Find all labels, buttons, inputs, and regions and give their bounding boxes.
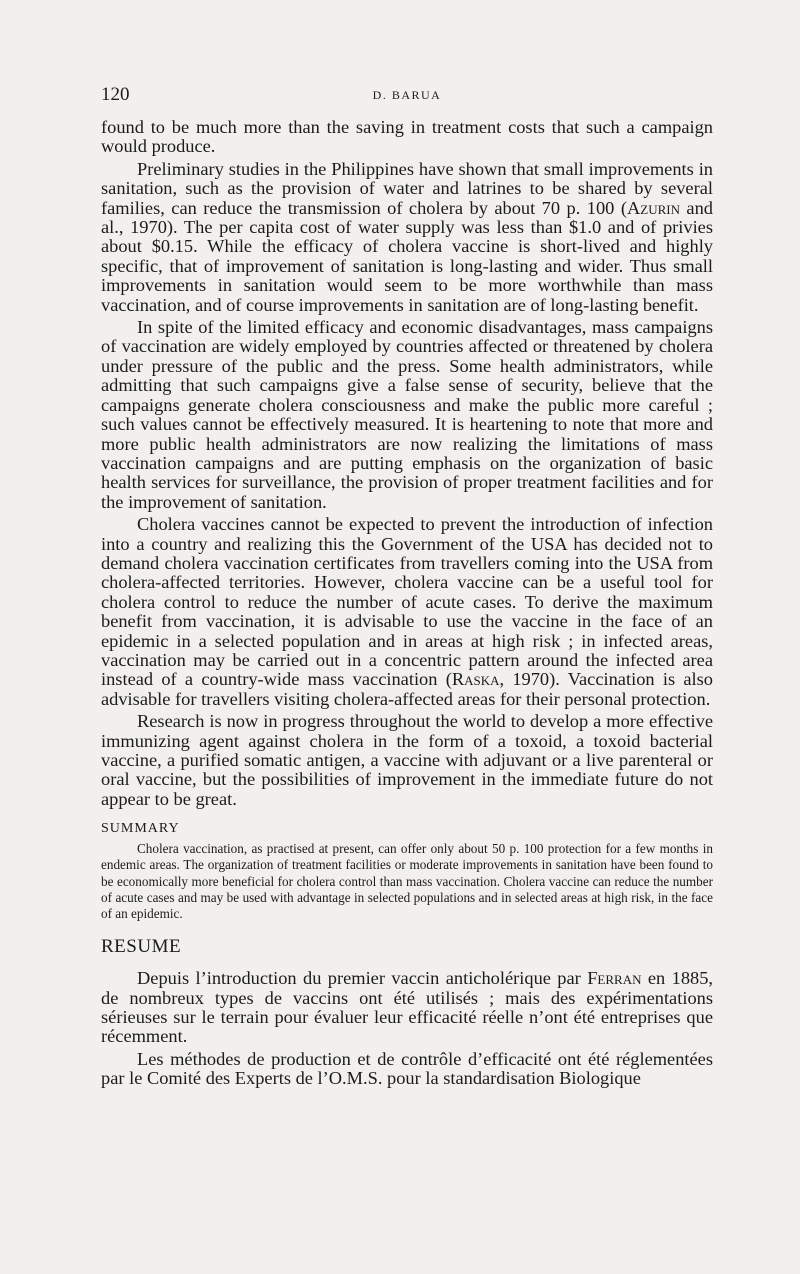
page-number: 120 — [101, 84, 130, 105]
article-body — [101, 118, 713, 1089]
paragraph-2 — [101, 160, 713, 315]
paragraph-5: Research is now in progress throughout the world to develop a more effective immunizing agent against cholera in the form of a toxoid, a toxoid bacterial vaccine, a purified somatic antigen, a vaccine with adjuvant or a live parenteral or oral vaccine, but the possibilities of improvement in the immediate future do not appear to be great. — [101, 711, 713, 809]
paragraph-1: found to be much more than the saving in treatment costs that such a campaign would produce. — [101, 117, 713, 157]
page-header — [101, 84, 713, 108]
resume-paragraph-2: Les méthodes de production et de contrôle d’efficacité ont été réglementées par le Comité des Experts de l’O.M.S. pour la standardisation Biologique — [101, 1048, 713, 1089]
running-head: D. BARUA — [372, 88, 442, 102]
summary-heading: SUMMARY — [101, 821, 180, 837]
resume-paragraph-1 — [101, 969, 713, 1047]
citation-author-azurin: Azurin — [626, 197, 680, 218]
paragraph-2-text-a: Preliminary studies in the Philippines have shown that small improvements in sanitation, such as the provision of water and latrines to be shared by several families, can reduce the transmission of cholera by about 70 p. 100 ( — [101, 158, 713, 218]
paragraph-3: In spite of the limited efficacy and economic disadvantages, mass campaigns of vaccination are widely employed by countries affected or threatened by cholera under pressure of the public and the press. Some health administrators, while admitting that such campaigns give a false sense of security, believe that the campaigns generate cholera consciousness and make the public more careful ; such values cannot be effectively measured. It is heartening to note that more and more public health administrators are now realizing the limitations of mass vaccination campaigns and are putting emphasis on the organization of basic health services for surveillance, the provision of proper treatment facilities and for the improvement of sanitation. — [101, 317, 713, 512]
resume-paragraph-1-text-b: en 1885, de nombreux types de vaccins ont été utilisés ; mais des expérimentations sérieuses sur le terrain pour évaluer leur efficacité réelle n’ont été entreprises que récemment. — [101, 968, 713, 1047]
summary-text: Cholera vaccination, as practised at present, can offer only about 50 p. 100 protection for a few months in endemic areas. The organization of treatment facilities or moderate improvements in sanitation have been found to be economically more beneficial for cholera control than mass vaccination. Cholera vaccine can reduce the number of acute cases and may be used with advantage in selected populations and in selected areas at high risk, in the face of an epidemic. — [101, 841, 713, 922]
resume-heading: RESUME — [101, 936, 182, 958]
citation-author-raska: Raska, — [451, 669, 505, 690]
resume-paragraph-1-text-a: Depuis l’introduction du premier vaccin anticholérique par — [137, 968, 588, 989]
paragraph-4-text-a: Cholera vaccines cannot be expected to prevent the introduction of infection into a country and realizing this the Government of the USA has decided not to demand cholera vaccination certificates from travellers coming into the USA from cholera-affected territories. However, cholera vaccine can be a useful tool for cholera control to reduce the number of acute cases. To derive the maximum benefit from vaccination, it is advisable to use the vaccine in the face of an epidemic in a selected population and in areas at high risk ; in infected areas, vaccination may be carried out in a concentric pattern around the infected area instead of a country-wide mass vaccination ( — [101, 514, 713, 690]
paragraph-4-text-b: 1970). Vaccination is also advisable for travellers visiting cholera-affected areas for their personal protection. — [101, 669, 713, 709]
paragraph-2-text-b: and al., 1970). The per capita cost of water supply was less than $1.0 and of privies about $0.15. While the efficacy of cholera vaccine is short-lived and highly specific, that of improvement of sanitation is long-lasting and wider. Thus small improvements in sanitation would seem to be more worthwhile than mass vaccination, and of course improvements in sanitation are of long-lasting benefit. — [101, 197, 713, 315]
citation-author-ferran: Ferran — [587, 968, 642, 989]
paragraph-4 — [101, 515, 713, 709]
